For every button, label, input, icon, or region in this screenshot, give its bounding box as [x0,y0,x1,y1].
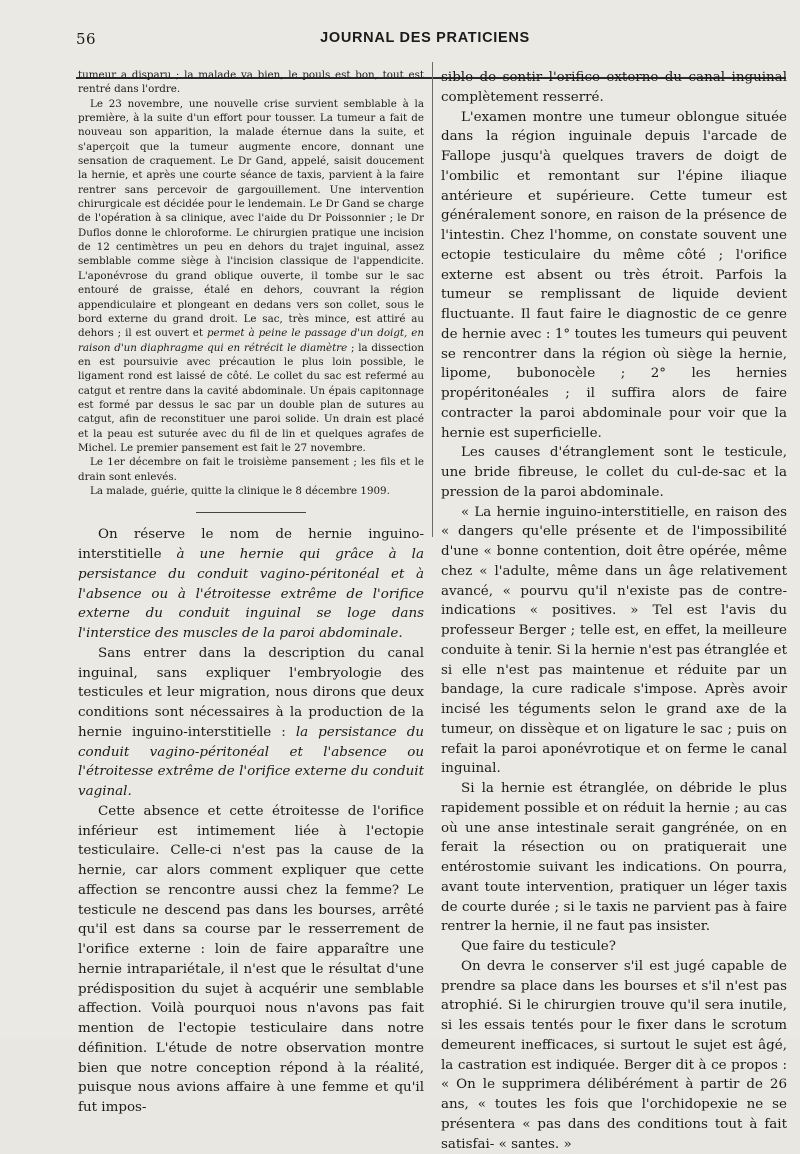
discussion-left [78,525,424,1118]
case-paragraph [78,97,424,456]
page-header [0,26,800,54]
conditions-italic: la persistance du conduit vagino-péritonéal et l'absence ou l'étroitesse extrême de l'orifice externe du conduit vaginal. [78,724,424,800]
discussion-right [441,68,787,1154]
definition-italic: à une hernie qui grâce à la persistance du conduit vagino-péritonéal et à l'absence ou à l'étroitesse extrême de l'orifice externe du conduit inguinal se loge dans l'interstice des muscles de la paroi abdominale. [78,547,424,642]
body-text: On réserve le nom de hernie inguino-interstitielle [78,527,424,563]
running-title: JOURNAL DES PRATICIENS [320,30,530,46]
case-italic-text: permet à peine le passage d'un doigt, en raison d'un diaphragme qui en rétrécit le diamètre [78,327,424,354]
body-paragraph: sible de sentir l'orifice externe du canal inguinal complètement resserré. [441,70,787,105]
body-paragraph: Que faire du testicule? [461,939,616,954]
observation-case-report [78,68,424,498]
body-paragraph [78,525,424,644]
case-paragraph: La malade, guérie, quitte la clinique le 8 décembre 1909. [90,484,390,497]
body-paragraph: Si la hernie est étranglée, on débride le plus rapidement possible et on réduit la hernie ; au cas où une anse intestinale serait gangrénée, on en ferait la résection ou on pratiquerait une entérostomie suivant les indications. On pourra, avant toute intervention, pratiquer un léger taxis de courte durée ; si le taxis ne parvient pas à faire rentrer la hernie, il ne faut pas insister. [441,781,787,935]
case-paragraph: Le 1er décembre on fait le troisième pansement ; les fils et le drain sont enlevés. [78,456,424,483]
left-column [78,68,424,1118]
body-text: Sans entrer dans la description du canal inguinal, sans expliquer l'embryologie des testicules et leur migration, nous dirons que deux conditions sont nécessaires à la production de la hernie inguino-interstitielle : [78,645,424,740]
case-paragraph: tumeur a disparu ; la malade va bien, le pouls est bon, tout est rentré dans l'ordre. [78,69,424,96]
right-column [441,68,787,1154]
column-divider [432,62,433,537]
body-paragraph: « La hernie inguino-interstitielle, en raison des « dangers qu'elle présente et de l'impossibilité d'une « bonne contention, doit être opérée, même chez « l'adulte, même dans un âge relativement avancé, « pourvu qu'il n'existe pas de contre-indications « positives. » Tel est l'avis du professeur Berger ; telle est, en effet, la meilleure conduite à tenir. Si la hernie n'est pas étranglée et si elle n'est pas maintenue et réduite par un bandage, la cure radicale s'impose. Après avoir incisé les téguments selon le grand axe de la tumeur, on dissèque et on ligature le sac ; puis on refait la paroi aponévrotique et on ferme le canal inguinal. [441,504,787,777]
case-text: Le 23 novembre, une nouvelle crise survient semblable à la première, à la suite d'un effort pour tousser. La tumeur a fait de nouveau son apparition, la malade éternue dans la suite, et s'aperçoit que la tumeur augmente encore, donnant une sensation de craquement. Le Dr Gand, appelé, saisit doucement la hernie, et après une courte séance de taxis, parvient à la faire rentrer sans percevoir de gargouillement. Une intervention chirurgicale est décidée pour le lendemain. Le Dr Gand se charge de l'opération à sa clinique, avec l'aide du Dr Poissonnier ; le Dr Duflos donne le chloroforme. Le chirurgien pratique une incision de 12 centimètres un peu en dehors du trajet inguinal, assez semblable comme siège à l'incision classique de l'appendicite. L'aponévrose du grand oblique ouverte, il tombe sur le sac entouré de graisse, étalé en dehors, couvrant la région appendiculaire et plongeant en dedans vers son collet, sous le bord externe du grand droit. Le sac, très mince, est attiré au dehors ; il est ouvert et [78,97,424,340]
body-paragraph: Cette absence et cette étroitesse de l'orifice inférieur est intimement liée à l'ectopie testiculaire. Celle-ci n'est pas la cause de la hernie, car alors comment expliquer que cette affection se rencontre aussi chez la femme? Le testicule ne descend pas dans les bourses, arrêté qu'il est dans sa course par le resserrement de l'orifice externe : loin de faire apparaître une hernie intrapariétale, il n'est que le résultat d'une prédisposition du sujet à acquérir une semblable affection. Voilà pourquoi nous n'avons pas fait mention de l'ectopie testiculaire dans notre définition. L'étude de notre observation montre bien que notre conception répond à la réalité, puisque nous avions affaire à une femme et qu'il fut impos- [78,803,424,1116]
page-number: 56 [76,30,97,48]
body-paragraph: L'examen montre une tumeur oblongue située dans la région inguinale depuis l'arcade de Fallope jusqu'à quelques travers de doigt de l'ombilic et remontant sur l'épine iliaque antérieure et supérieure. Cette tumeur est généralement sonore, en raison de la présence de l'intestin. Chez l'homme, on constate souvent une ectopie testiculaire du même côté ; l'orifice externe est absent ou très étroit. Parfois la tumeur se remplissant de liquide devient fluctuante. Il faut faire le diagnostic de ce genre de hernie avec : 1° toutes les tumeurs qui peuvent se rencontrer dans la région où siège la hernie, lipome, bubonocèle ; 2° les hernies propéritonéales ; il suffira alors de faire contracter la paroi abdominale pour voir que la hernie est superficielle. [441,109,787,441]
case-text: ; la dissection en est poursuivie avec précaution le plus loin possible, le ligament rond est laissé de côté. Le collet du sac est refermé au catgut et rentre dans la cavité abdominale. Un épais capitonnage est formé par dessus le sac par un double plan de sutures au catgut, afin de reconstituer une paroi solide. Un drain est placé et la peau est suturée avec du fil de lin et quelques agrafes de Michel. Le premier pansement est fait le 27 novembre. [78,341,424,454]
body-paragraph: On devra le conserver s'il est jugé capable de prendre sa place dans les bourses et s'il n'est pas atrophié. Si le chirurgien trouve qu'il sera inutile, si les essais tentés pour le fixer dans le scrotum demeurent inefficaces, si surtout le sujet est âgé, la castration est indiquée. Berger dit à ce propos : « On le supprimera délibérément à partir de 26 ans, « toutes les fois que l'orchidopexie ne se présentera « pas dans des conditions tout à fait satisfai- « santes. » [441,958,787,1152]
section-separator [196,512,306,513]
body-paragraph: Les causes d'étranglement sont le testicule, une bride fibreuse, le collet du cul-de-sac et la pression de la paroi abdominale. [441,445,787,500]
body-paragraph [78,644,424,802]
